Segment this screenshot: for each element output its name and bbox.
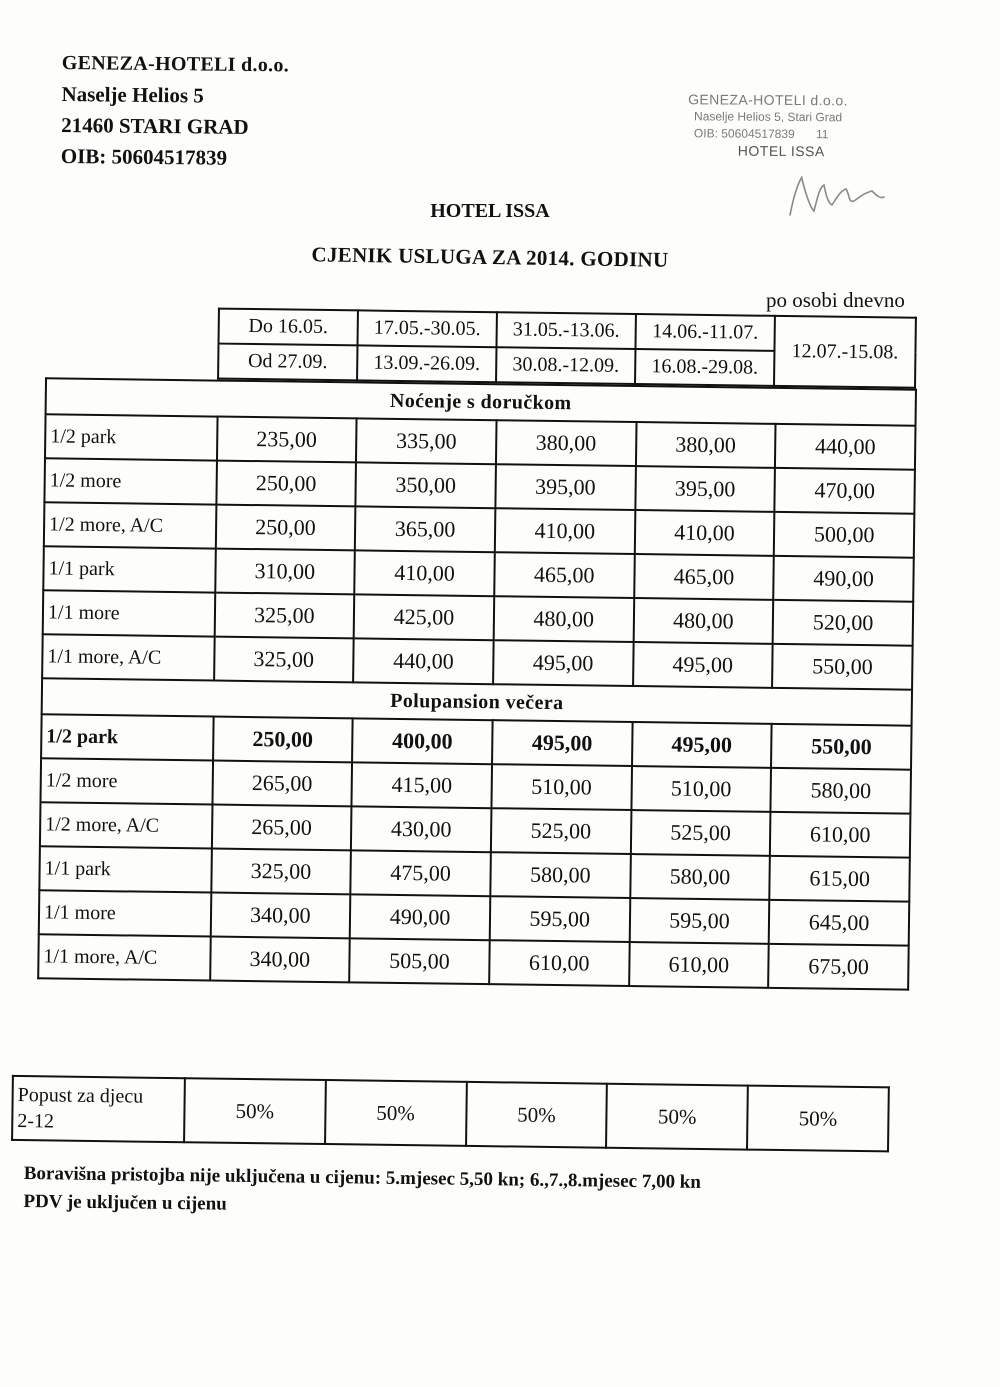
discount-cell: 50%: [747, 1086, 889, 1152]
price-cell: 675,00: [768, 944, 908, 990]
price-cell: 610,00: [629, 942, 769, 988]
price-cell: 410,00: [634, 510, 774, 556]
stamp-code: 11: [816, 127, 829, 142]
child-discount-label: [12, 1076, 185, 1142]
price-cell: 550,00: [771, 724, 911, 770]
price-cell: 265,00: [212, 761, 352, 807]
price-cell: 340,00: [210, 893, 350, 939]
section-title-half-board: Polupansion večera: [42, 678, 912, 725]
child-discount-table: [11, 1075, 890, 1152]
price-cell: 335,00: [356, 418, 496, 464]
price-cell: 465,00: [634, 554, 774, 600]
stamp-hotel-name: HOTEL ISSA: [737, 142, 825, 160]
room-type-label: 1/2 more: [44, 458, 216, 504]
section-title-breakfast: Noćenje s doručkom: [46, 378, 916, 425]
price-cell: 395,00: [635, 466, 775, 512]
room-type-label: 1/1 more: [43, 590, 215, 636]
period-cell: 13.09.-26.09.: [357, 345, 496, 382]
price-cell: 340,00: [210, 937, 350, 983]
stamp-oib: OIB: 50604517839: [693, 126, 795, 142]
period-cell: Do 16.05.: [219, 309, 358, 346]
room-type-label: 1/1 more, A/C: [38, 934, 210, 980]
price-cell: 490,00: [350, 894, 490, 940]
price-cell: 480,00: [494, 596, 634, 642]
company-oib: OIB: 50604517839: [60, 143, 228, 170]
price-cell: 380,00: [636, 422, 776, 468]
price-cell: 430,00: [351, 806, 491, 852]
price-cell: 265,00: [211, 805, 351, 851]
period-cell: 14.06.-11.07.: [635, 314, 774, 351]
price-cell: 410,00: [495, 508, 635, 554]
handwritten-signature: [780, 165, 890, 225]
room-type-label: 1/2 more, A/C: [40, 802, 212, 848]
period-cell: 31.05.-13.06.: [496, 312, 635, 349]
price-cell: 595,00: [490, 896, 630, 942]
price-cell: 440,00: [353, 638, 493, 684]
period-cell: 17.05.-30.05.: [358, 310, 497, 347]
discount-cell: 50%: [325, 1080, 467, 1146]
price-cell: 310,00: [215, 549, 355, 595]
stamp-oib-row: [688, 126, 898, 141]
price-cell: 350,00: [356, 462, 496, 508]
price-list-title: CJENIK USLUGA ZA 2014. GODINU: [311, 242, 669, 272]
price-cell: 580,00: [490, 852, 630, 898]
price-cell: 495,00: [493, 640, 633, 686]
price-cell: 480,00: [633, 598, 773, 644]
child-discount-label-line2: 2-12: [17, 1110, 55, 1133]
price-cell: 380,00: [496, 420, 636, 466]
room-type-label: 1/1 more: [39, 890, 211, 936]
vat-note: PDV je uključen u cijenu: [23, 1190, 227, 1215]
company-city: 21460 STARI GRAD: [61, 112, 249, 139]
price-cell: 410,00: [354, 550, 494, 596]
price-cell: 250,00: [213, 717, 353, 763]
price-cell: 465,00: [494, 552, 634, 598]
room-type-label: 1/2 park: [45, 414, 217, 460]
stamp-address: Naselje Helios 5, Stari Grad: [694, 109, 843, 125]
price-cell: 425,00: [354, 594, 494, 640]
price-cell: 395,00: [495, 464, 635, 510]
room-type-label: 1/2 more: [40, 758, 212, 804]
price-cell: 470,00: [775, 468, 915, 514]
price-table: [37, 377, 917, 990]
price-cell: 235,00: [216, 417, 356, 463]
room-type-label: 1/1 park: [39, 846, 211, 892]
price-cell: 505,00: [349, 938, 489, 984]
price-cell: 250,00: [216, 461, 356, 507]
price-cell: 525,00: [630, 810, 770, 856]
price-cell: 510,00: [491, 764, 631, 810]
room-type-label: 1/2 park: [41, 714, 213, 760]
price-cell: 510,00: [631, 766, 771, 812]
period-cell-peak: 12.07.-15.08.: [774, 316, 916, 388]
price-cell: 525,00: [491, 808, 631, 854]
hotel-title: HOTEL ISSA: [430, 200, 550, 222]
room-type-label: 1/1 more, A/C: [42, 634, 214, 680]
room-type-label: 1/2 more, A/C: [44, 502, 216, 548]
price-cell: 580,00: [630, 854, 770, 900]
price-cell: 325,00: [214, 593, 354, 639]
discount-cell: 50%: [606, 1084, 748, 1150]
periods-header-table: [217, 308, 917, 389]
period-cell: 30.08.-12.09.: [496, 347, 635, 384]
price-cell: 615,00: [770, 856, 910, 902]
price-cell: 325,00: [214, 637, 354, 683]
price-cell: 610,00: [770, 812, 910, 858]
company-name: GENEZA-HOTELI d.o.o.: [61, 51, 290, 77]
room-type-label: 1/1 park: [43, 546, 215, 592]
company-address-block: [61, 48, 289, 174]
discount-cell: 50%: [466, 1082, 608, 1148]
tourist-tax-note: Boravišna pristojba nije uključena u cijenu: 5.mjesec 5,50 kn; 6.,7.,8.mjesec 7,00 kn: [23, 1162, 702, 1193]
price-cell: 645,00: [769, 900, 909, 946]
price-cell: 365,00: [355, 506, 495, 552]
period-cell: 16.08.-29.08.: [635, 349, 774, 386]
company-stamp: [688, 91, 898, 159]
child-discount-label-line1: Popust za djecu: [17, 1084, 144, 1108]
price-cell: 550,00: [772, 644, 912, 690]
price-cell: 580,00: [771, 768, 911, 814]
period-cell: Od 27.09.: [218, 344, 357, 381]
price-cell: 520,00: [773, 600, 913, 646]
discount-cell: 50%: [184, 1078, 326, 1144]
price-cell: 400,00: [352, 718, 492, 764]
price-cell: 250,00: [215, 505, 355, 551]
stamp-company-name: GENEZA-HOTELI d.o.o.: [688, 91, 848, 109]
price-cell: 475,00: [351, 850, 491, 896]
price-cell: 490,00: [773, 556, 913, 602]
price-cell: 595,00: [629, 898, 769, 944]
price-cell: 440,00: [775, 424, 915, 470]
price-cell: 495,00: [633, 642, 773, 688]
per-person-note: po osobi dnevno: [766, 288, 905, 312]
price-cell: 495,00: [632, 722, 772, 768]
price-cell: 500,00: [774, 512, 914, 558]
table-row: [12, 1076, 889, 1151]
footer-notes: [23, 1160, 884, 1227]
price-cell: 415,00: [352, 762, 492, 808]
price-cell: 325,00: [211, 849, 351, 895]
price-cell: 610,00: [489, 940, 629, 986]
price-cell: 495,00: [492, 720, 632, 766]
company-street: Naselje Helios 5: [61, 81, 204, 108]
